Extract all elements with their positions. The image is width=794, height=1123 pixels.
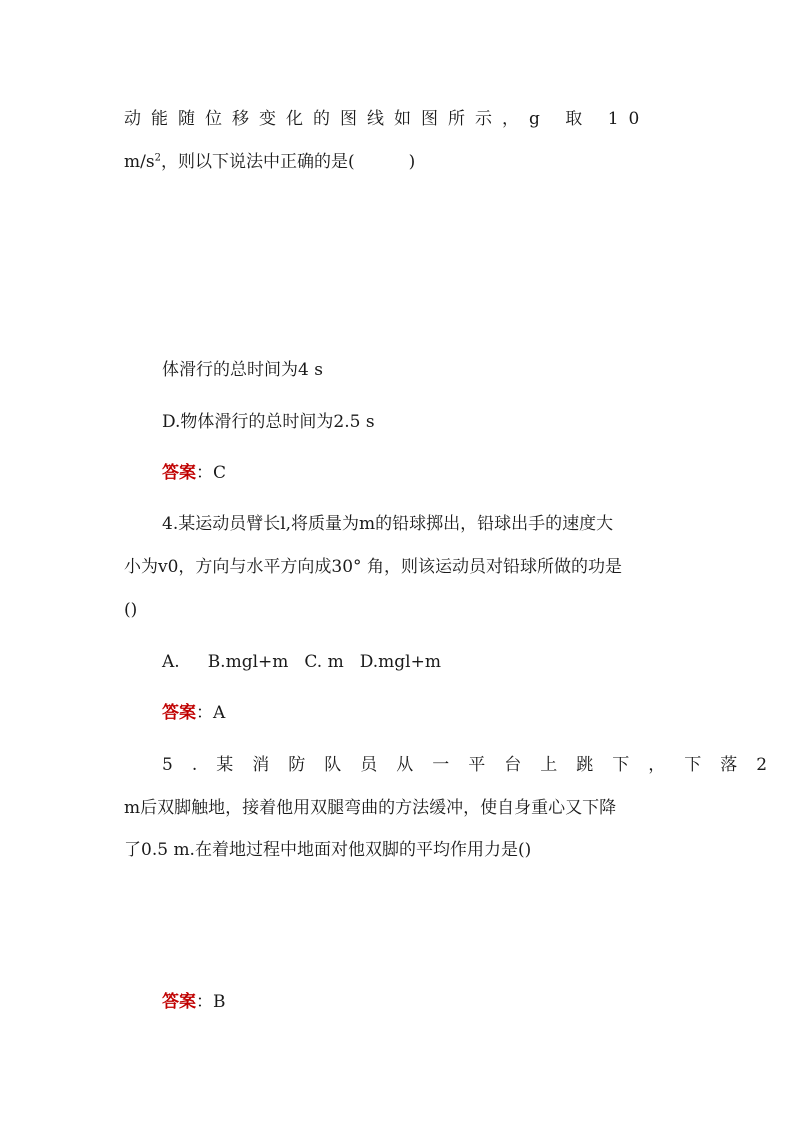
q3-answer-value: ：C (196, 463, 227, 483)
q3-answer (162, 461, 672, 485)
q3-unit-exponent: 2 (154, 152, 161, 164)
q5-stem-line-2: m后双脚触地，接着他用双腿弯曲的方法缓冲，使自身重心又下降 (124, 798, 617, 818)
q4-answer-value: ：A (196, 703, 226, 723)
q4-stem-line-1: 4.某运动员臂长l,将质量为m的铅球掷出，铅球出手的速度大 (162, 514, 614, 534)
q5-answer-label: 答案 (162, 992, 196, 1012)
q4-answer (162, 701, 672, 725)
q4-option-a: A. (162, 652, 180, 672)
q4-option-b: B.mgl+m (207, 652, 289, 672)
q5-stem-line-1-text: 5.某消防队员从一平台上跳下，下落2 (162, 755, 787, 775)
q4-option-d: D.mgl+m (359, 652, 441, 672)
q4-stem-line-2: 小为v0，方向与水平方向成30° 角，则该运动员对铅球所做的功是 (124, 557, 622, 577)
q5-answer (162, 990, 672, 1014)
q4-stem-line-3: () (124, 600, 138, 620)
q3-answer-label: 答案 (162, 463, 196, 483)
q3-unit-text: m/s (124, 152, 155, 172)
q4-options (162, 650, 672, 674)
q3-stem-line-1-text: 动能随位移变化的图线如图所示，g 取 10 (124, 109, 650, 129)
q3-option-d: D.物体滑行的总时间为2.5 s (162, 412, 375, 432)
q5-answer-value: ：B (196, 992, 226, 1012)
q4-option-c: C. m (304, 652, 344, 672)
q3-stem-line-2-text: ，则以下说法中正确的是( ) (160, 152, 416, 172)
q3-stem-line-2 (124, 150, 672, 174)
q3-stem-line-1 (124, 107, 672, 131)
q5-stem-line-3: 了0.5 m.在着地过程中地面对他双脚的平均作用力是() (124, 840, 532, 860)
q4-answer-label: 答案 (162, 703, 196, 723)
q3-option-c-tail: 体滑行的总时间为4 s (162, 360, 323, 380)
q5-stem-line-1 (162, 753, 787, 777)
